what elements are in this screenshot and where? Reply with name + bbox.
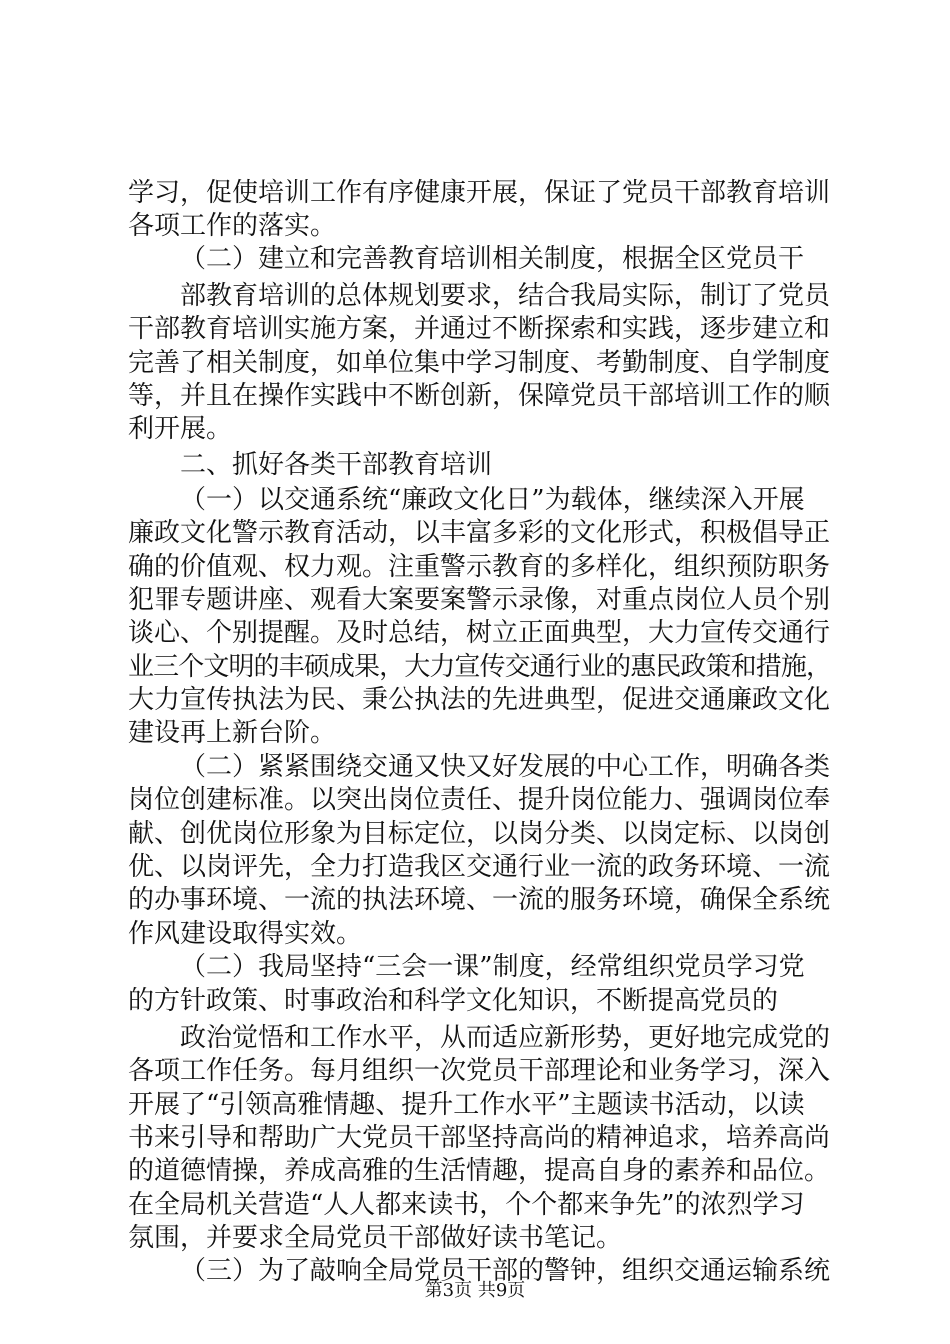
text-line: 确的价值观、权力观。注重警示教育的多样化，组织预防职务 (128, 552, 831, 582)
text-line: 的方针政策、时事政治和科学文化知识，不断提高党员的 (128, 986, 779, 1016)
text-line: 岗位创建标准。以突出岗位责任、提升岗位能力、强调岗位奉 (128, 785, 831, 815)
text-line: 开展了“引领高雅情趣、提升工作水平”主题读书活动，以读 (128, 1090, 805, 1120)
text-line: 政治觉悟和工作水平，从而适应新形势，更好地完成党的 (180, 1023, 831, 1053)
text-line: 氛围，并要求全局党员干部做好读书笔记。 (128, 1223, 623, 1253)
text-line: 建设再上新台阶。 (128, 718, 337, 748)
text-line: （二）建立和完善教育培训相关制度，根据全区党员干 (180, 244, 805, 274)
section-heading: 二、抓好各类干部教育培训 (180, 450, 493, 480)
text-line: 优、以岗评先，全力打造我区交通行业一流的政务环境、一流 (128, 852, 831, 882)
text-line: 书来引导和帮助广大党员干部坚持高尚的精神追求，培养高尚 (128, 1123, 831, 1153)
text-line: 部教育培训的总体规划要求，结合我局实际，制订了党员 (180, 281, 831, 311)
text-line: 学习，促使培训工作有序健康开展，保证了党员干部教育培训 (128, 178, 831, 208)
text-line: 的道德情操，养成高雅的生活情趣，提高自身的素养和品位。 (128, 1156, 831, 1186)
text-line: 各项工作的落实。 (128, 211, 337, 241)
text-line: 犯罪专题讲座、观看大案要案警示录像，对重点岗位人员个别 (128, 585, 831, 615)
text-line: 谈心、个别提醒。及时总结，树立正面典型，大力宣传交通行 (128, 618, 831, 648)
text-line: 大力宣传执法为民、秉公执法的先进典型，促进交通廉政文化 (128, 685, 831, 715)
text-line: （二）我局坚持“三会一课”制度，经常组织党员学习党 (180, 952, 805, 982)
text-line: 献、创优岗位形象为目标定位，以岗分类、以岗定标、以岗创 (128, 819, 831, 849)
text-line: （二）紧紧围绕交通又快又好发展的中心工作，明确各类 (180, 752, 831, 782)
page-number-footer: 第3页 共9页 (424, 1280, 526, 1301)
text-line: 等，并且在操作实践中不断创新，保障党员干部培训工作的顺 (128, 381, 831, 411)
text-line: 完善了相关制度，如单位集中学习制度、考勤制度、自学制度 (128, 348, 831, 378)
text-line: 业三个文明的丰硕成果，大力宣传交通行业的惠民政策和措施， (128, 652, 832, 682)
text-line: （三）为了敲响全局党员干部的警钟，组织交通运输系统 (180, 1256, 831, 1286)
text-line: 的办事环境、一流的执法环境、一流的服务环境，确保全系统 (128, 885, 831, 915)
text-line: 各项工作任务。每月组织一次党员干部理论和业务学习，深入 (128, 1056, 831, 1086)
text-line: 作风建设取得实效。 (128, 919, 363, 949)
text-line: 廉政文化警示教育活动，以丰富多彩的文化形式，积极倡导正 (128, 518, 831, 548)
text-line: （一）以交通系统“廉政文化日”为载体，继续深入开展 (180, 485, 805, 515)
text-line: 干部教育培训实施方案，并通过不断探索和实践，逐步建立和 (128, 314, 831, 344)
text-line: 利开展。 (128, 414, 233, 444)
text-line: 在全局机关营造“人人都来读书，个个都来争先”的浓烈学习 (128, 1190, 805, 1220)
